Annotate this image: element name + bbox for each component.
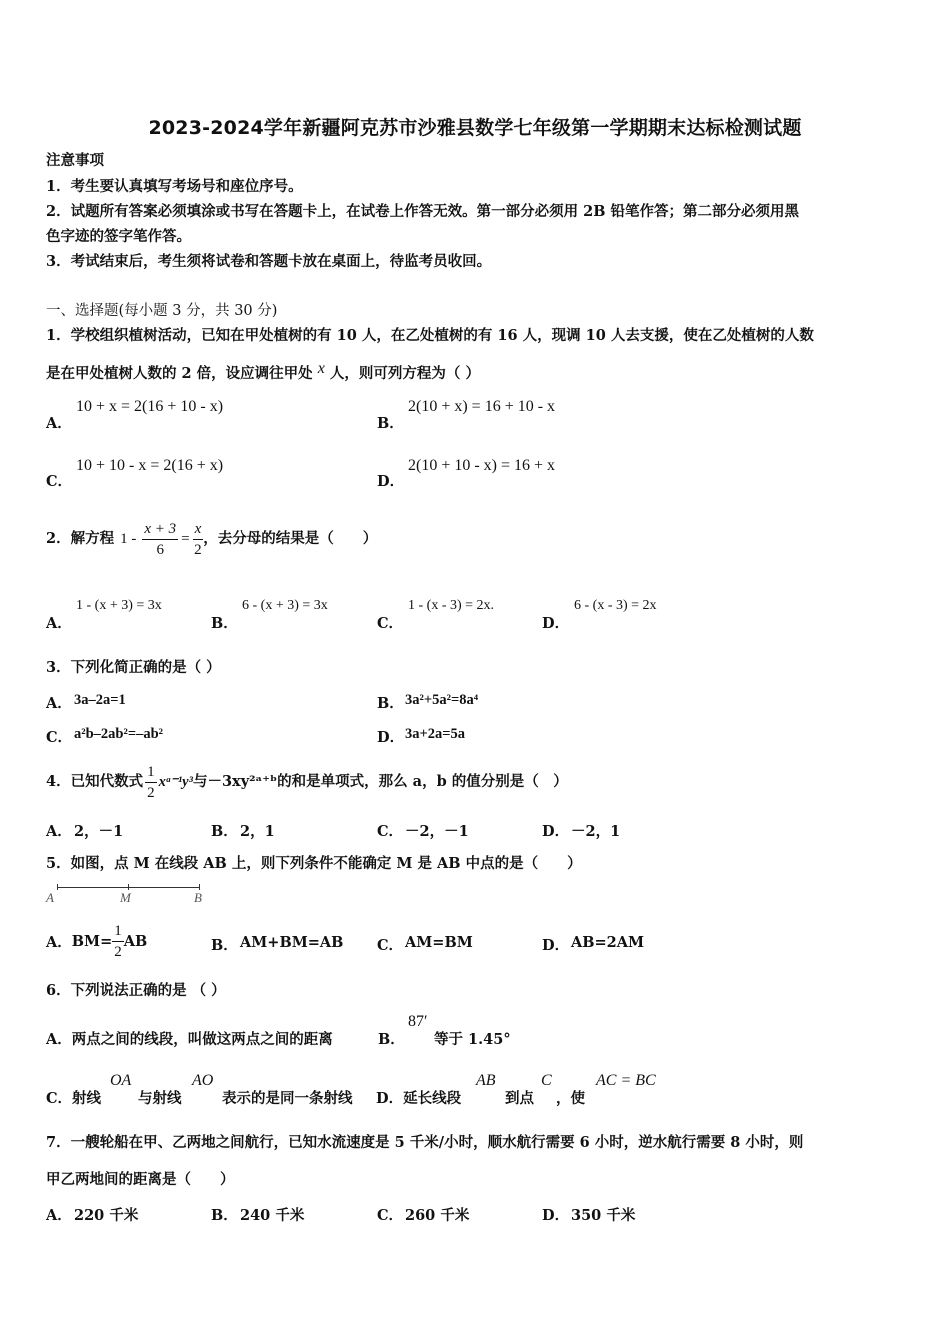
option-expr: 240 千米 [240, 1207, 305, 1224]
option-expr: 350 千米 [571, 1207, 636, 1224]
option-label: B． [377, 695, 404, 712]
question-1-stem: 1．学校组织植树活动，已知在甲处植树的有 10 人，在乙处植树的有 16 人，现调 10 人去支援，使在乙处植树的人数 [46, 327, 814, 344]
question-2-stem [46, 516, 377, 562]
q2-den2: 2 [194, 541, 202, 558]
option-expr: 87′ [408, 1013, 428, 1030]
tick-a [57, 884, 58, 890]
option-expr: 10 + x = 2(16 + 10 - x) [76, 398, 224, 415]
option-label: C． [377, 823, 404, 840]
question-3-stem: 3．下列化简正确的是（ ） [46, 659, 221, 676]
question-7-stem-cont: 甲乙两地间的距离是（ ） [46, 1171, 235, 1188]
q6-d-expr: AC = BC [596, 1072, 656, 1089]
option-expr: 3a–2a=1 [74, 692, 126, 708]
notice-heading: 注意事项 [46, 152, 104, 169]
q1-text-a: 是在甲处植树人数的 2 倍，设应调往甲处 [46, 365, 313, 382]
option-expr: 2，－1 [74, 823, 124, 840]
option-expr: 3a²+5a²=8a⁴ [405, 692, 479, 708]
option-label: B． [211, 1207, 238, 1224]
option-expr: 3a+2a=5a [405, 726, 466, 742]
option-label: D． [542, 615, 570, 632]
option-label: D． [377, 473, 405, 490]
q5-a-num: 1 [112, 921, 124, 942]
q5-a-pre: BM= [71, 932, 113, 950]
q6-ray-oa: OA [110, 1072, 132, 1089]
option-expr: －2，－1 [405, 823, 469, 840]
option-expr: 260 千米 [405, 1207, 470, 1224]
notice-item: 色字迹的签字笔作答。 [46, 228, 191, 245]
option-label: C． [46, 729, 73, 746]
notice-item: 1．考生要认真填写考场号和座位序号。 [46, 178, 303, 195]
question-5-stem: 5．如图，点 M 在线段 AB 上，则下列条件不能确定 M 是 AB 中点的是（ ） [46, 855, 582, 872]
option-label: C． [377, 1207, 404, 1224]
option-label: B． [377, 415, 404, 432]
q2-one: 1 - [120, 531, 137, 547]
q2-num1: x + 3 [142, 519, 178, 540]
option-label: A． [46, 823, 72, 840]
q2-equals: = [181, 531, 190, 547]
option-label: A． [46, 695, 72, 712]
option-label: D． [542, 1207, 570, 1224]
option-label: D． [542, 823, 570, 840]
q2-fraction-right [193, 519, 204, 560]
option-label: C． [377, 615, 404, 632]
q6-d-mid: 到点 [505, 1090, 534, 1107]
option-label: C． [377, 937, 404, 954]
option-label: A． [46, 615, 72, 632]
q4-fraction [145, 762, 157, 803]
point-b-label: B [194, 890, 202, 905]
q2-post: ，去分母的结果是（ ） [203, 530, 378, 547]
option-label: D． [377, 729, 405, 746]
q4-mid: 与－3xy²ᵃ⁺ᵇ [192, 773, 278, 790]
section-heading: 一、选择题(每小题 3 分，共 30 分) [46, 303, 278, 319]
notice-item: 2．试题所有答案必须填涂或书写在答题卡上，在试卷上作答无效。第一部分必须用 2B 铅笔作答；第二部分必须用黑 [46, 203, 800, 220]
option-expr: AM+BM=AB [240, 934, 344, 951]
q6-c-mid: 与射线 [138, 1090, 182, 1107]
q4-term1: xᵃ⁻¹y³ [158, 774, 193, 790]
q6-point-c: C [541, 1072, 552, 1089]
option-expr: 2(10 + 10 - x) = 16 + x [408, 457, 556, 474]
option-expr: 6 - (x + 3) = 3x [242, 598, 328, 613]
q4-pre: 4．已知代数式 [46, 773, 144, 790]
option-expr: 1 - (x + 3) = 3x [76, 598, 162, 613]
segment-ab [58, 887, 200, 888]
question-7-stem: 7．一艘轮船在甲、乙两地之间航行，已知水流速度是 5 千米/小时，顺水航行需要 6 小时，逆水航行需要 8 小时，则 [46, 1134, 804, 1151]
q6-option-a: A．两点之间的线段，叫做这两点之间的距离 [46, 1031, 333, 1048]
option-expr: AB=2AM [571, 934, 645, 951]
option-label: A． [46, 415, 72, 432]
option-label: C． [46, 473, 73, 490]
option-label: B． [211, 823, 238, 840]
q2-pre: 2．解方程 [46, 530, 115, 547]
q6-d-post: ，使 [556, 1090, 585, 1107]
option-expr: 2(10 + x) = 16 + 10 - x [408, 398, 556, 415]
option-label: B． [211, 615, 238, 632]
q2-fraction-left [142, 519, 178, 560]
q5-option-a [46, 920, 147, 962]
option-expr: 6 - (x - 3) = 2x [574, 598, 657, 613]
q6-segment-ab: AB [476, 1072, 496, 1089]
option-expr: 1 - (x - 3) = 2x. [408, 598, 495, 613]
q6-b-post: 等于 1.45° [434, 1031, 511, 1048]
point-a-label: A [46, 890, 54, 905]
q5-a-fraction [112, 921, 124, 962]
option-expr: －2，1 [571, 823, 621, 840]
option-label: D． [542, 937, 570, 954]
option-label: B． [211, 937, 238, 954]
option-label: A． [46, 933, 72, 951]
q2-num2: x [193, 519, 204, 540]
option-expr: 2，1 [240, 823, 275, 840]
q1-text-b: 人，则可列方程为（ ） [329, 365, 480, 382]
notice-item: 3．考试结束后，考生须将试卷和答题卡放在桌面上，待监考员收回。 [46, 253, 492, 270]
q1-variable: x [317, 360, 325, 377]
q5-a-den: 2 [114, 943, 122, 960]
q2-den1: 6 [156, 541, 164, 558]
q4-fden: 2 [147, 784, 155, 801]
question-6-stem: 6．下列说法正确的是 （ ） [46, 982, 226, 999]
option-expr: 220 千米 [74, 1207, 139, 1224]
q4-post: 的和是单项式，那么 a，b 的值分别是（ ） [277, 773, 568, 790]
q6-c-label: C．射线 [46, 1090, 102, 1107]
q6-c-post: 表示的是同一条射线 [222, 1090, 353, 1107]
q6-ray-ao: AO [192, 1072, 214, 1089]
option-expr: 10 + 10 - x = 2(16 + x) [76, 457, 224, 474]
q5-a-post: AB [123, 932, 148, 950]
q4-fnum: 1 [145, 762, 157, 783]
question-4-stem [46, 760, 568, 804]
option-label: A． [46, 1207, 72, 1224]
question-1-stem-cont [46, 360, 480, 384]
option-expr: AM=BM [405, 934, 473, 951]
q6-d-label: D．延长线段 [376, 1090, 462, 1107]
option-label: B． [378, 1031, 405, 1048]
option-expr: a²b–2ab²=–ab² [74, 726, 163, 742]
point-m-label: M [120, 890, 131, 905]
page-title: 2023-2024学年新疆阿克苏市沙雅县数学七年级第一学期期末达标检测试题 [148, 117, 802, 139]
